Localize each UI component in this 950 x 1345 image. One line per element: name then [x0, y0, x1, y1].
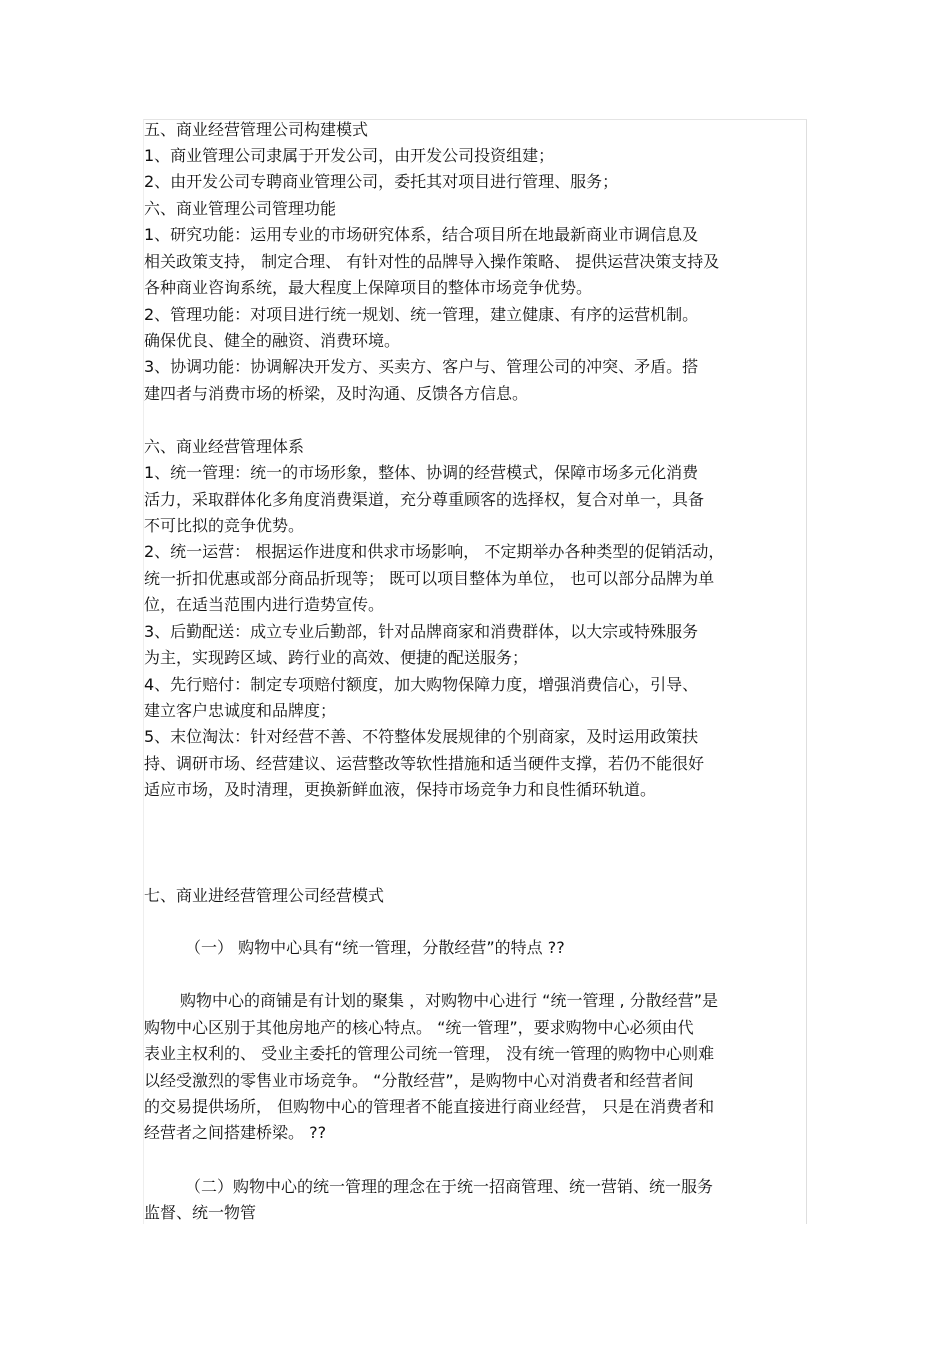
text-line: 1、研究功能：运用专业的市场研究体系，结合项目所在地最新商业市调信息及 — [144, 225, 699, 244]
subsection-heading: （一） 购物中心具有“统一管理，分散经营”的特点 ?? — [185, 938, 565, 957]
text-line: 建立客户忠诚度和品牌度； — [144, 701, 337, 720]
text-line: 统一折扣优惠或部分商品折现等； 既可以项目整体为单位， 也可以部分品牌为单 — [144, 569, 715, 588]
text-line: 各种商业咨询系统，最大程度上保障项目的整体市场竞争优势。 — [144, 278, 593, 297]
text-line: 5、末位淘汰：针对经营不善、不符整体发展规律的个别商家，及时运用政策扶 — [144, 727, 699, 746]
text-line: 2、管理功能：对项目进行统一规划、统一管理，建立健康、有序的运营机制。 — [144, 305, 699, 324]
text-line: 监督、统一物管 — [144, 1203, 257, 1222]
text-line: 相关政策支持， 制定合理、 有针对性的品牌导入操作策略、 提供运营决策支持及 — [144, 252, 720, 271]
section-heading: 六、商业经营管理体系 — [144, 437, 305, 456]
text-line: 3、协调功能：协调解决开发方、买卖方、客户与、管理公司的冲突、矛盾。搭 — [144, 357, 699, 376]
text-line: 1、统一管理：统一的市场形象，整体、协调的经营模式，保障市场多元化消费 — [144, 463, 699, 482]
text-line: 购物中心区别于其他房地产的核心特点。 “统一管理”，要求购物中心必须由代 — [144, 1018, 694, 1037]
text-line: 适应市场，及时清理，更换新鲜血液，保持市场竞争力和良性循环轨道。 — [144, 780, 657, 799]
section-heading: 七、商业进经营管理公司经营模式 — [144, 886, 385, 905]
text-line: 活力，采取群体化多角度消费渠道，充分尊重顾客的选择权，复合对单一，具备 — [144, 490, 705, 509]
text-line: 不可比拟的竞争优势。 — [144, 516, 305, 535]
text-line: 的交易提供场所， 但购物中心的管理者不能直接进行商业经营， 只是在消费者和 — [144, 1097, 715, 1116]
text-line: 1、商业管理公司隶属于开发公司，由开发公司投资组建； — [144, 146, 555, 165]
text-line: 2、统一运营： 根据运作进度和供求市场影响， 不定期举办各种类型的促销活动， — [144, 542, 725, 561]
text-line: 购物中心的商铺是有计划的聚集 ，对购物中心进行 “统一管理 , 分散经营”是 — [180, 991, 719, 1010]
text-line: 以经受激烈的零售业市场竞争。 “分散经营”，是购物中心对消费者和经营者间 — [144, 1071, 694, 1090]
section-heading: 五、商业经营管理公司构建模式 — [144, 120, 369, 139]
text-line: 4、先行赔付：制定专项赔付额度，加大购物保障力度，增强消费信心，引导、 — [144, 675, 699, 694]
text-line: 为主，实现跨区域、跨行业的高效、便捷的配送服务； — [144, 648, 529, 667]
text-line: 位，在适当范围内进行造势宣传。 — [144, 595, 385, 614]
text-line: 建四者与消费市场的桥梁，及时沟通、反馈各方信息。 — [144, 384, 529, 403]
text-line: 经营者之间搭建桥梁。 ?? — [144, 1123, 327, 1142]
text-line: 2、由开发公司专聘商业管理公司，委托其对项目进行管理、服务； — [144, 172, 619, 191]
text-line: 3、后勤配送：成立专业后勤部，针对品牌商家和消费群体，以大宗或特殊服务 — [144, 622, 699, 641]
text-line: 表业主权利的、 受业主委托的管理公司统一管理， 没有统一管理的购物中心则难 — [144, 1044, 715, 1063]
text-line: 持、调研市场、经营建议、运营整改等软性措施和适当硬件支撑，若仍不能很好 — [144, 754, 705, 773]
subsection-heading: （二）购物中心的统一管理的理念在于统一招商管理、统一营销、统一服务 — [185, 1177, 714, 1196]
section-heading: 六、商业管理公司管理功能 — [144, 199, 337, 218]
text-line: 确保优良、健全的融资、消费环境。 — [144, 331, 401, 350]
